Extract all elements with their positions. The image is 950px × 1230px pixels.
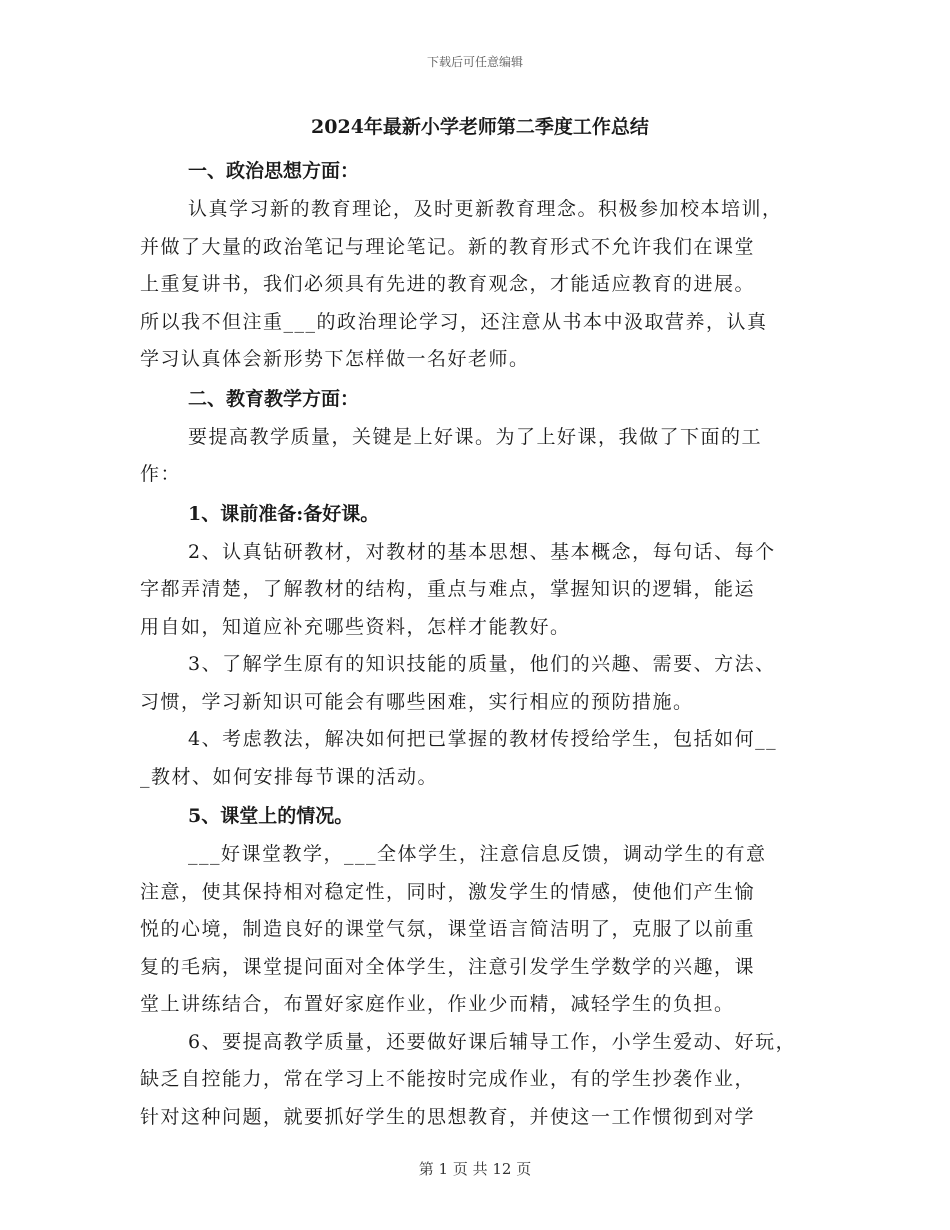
paragraph bbox=[140, 1024, 820, 1137]
paragraph bbox=[140, 191, 820, 379]
section-heading-teaching: 二、教育教学方面： bbox=[188, 387, 360, 410]
text-line: 并做了大量的政治笔记与理论笔记。新的教育形式不允许我们在课堂 bbox=[140, 235, 756, 258]
text-line: ___好课堂教学，___全体学生，注意信息反馈，调动学生的有意 bbox=[188, 843, 767, 865]
text-line: 上重复讲书，我们必须具有先进的教育观念，才能适应教育的进展。 bbox=[140, 273, 756, 295]
text-line: 复的毛病，课堂提问面对全体学生，注意引发学生学数学的兴趣，课 bbox=[140, 955, 756, 978]
paragraph bbox=[140, 721, 820, 796]
paragraph bbox=[140, 534, 820, 647]
text-line: 字都弄清楚，了解教材的结构，重点与难点，掌握知识的逻辑，能运 bbox=[140, 578, 756, 600]
text-line: 要提高教学质量，关键是上好课。为了上好课，我做了下面的工 bbox=[188, 425, 763, 448]
text-line: 悦的心境，制造良好的课堂气氛，课堂语言简洁明了，克服了以前重 bbox=[140, 918, 756, 940]
text-line: 所以我不但注重___的政治理论学习，还注意从书本中汲取营养，认真 bbox=[140, 310, 768, 333]
page-number: 第 1 页 共 12 页 bbox=[418, 1160, 532, 1178]
text-line: 认真学习新的教育理论，及时更新教育理念。积极参加校本培训， bbox=[188, 198, 783, 220]
text-line: 4、考虑教法，解决如何把已掌握的教材传授给学生，包括如何__ bbox=[188, 728, 778, 750]
text-line: 习惯，学习新知识可能会有哪些困难，实行相应的预防措施。 bbox=[140, 690, 694, 713]
text-line: 2、认真钻研教材，对教材的基本思想、基本概念，每句话、每个 bbox=[188, 540, 776, 563]
document-title: 2024年最新小学老师第二季度工作总结 bbox=[311, 116, 649, 138]
text-line: 用自如，知道应补充哪些资料，怎样才能教好。 bbox=[140, 615, 571, 638]
section-heading-classroom: 5、课堂上的情况。 bbox=[188, 805, 354, 827]
section-heading-politics: 一、政治思想方面： bbox=[188, 160, 360, 182]
text-line: 学习认真体会新形势下怎样做一名好老师。 bbox=[140, 348, 530, 370]
document-body bbox=[140, 110, 820, 1136]
paragraph bbox=[140, 836, 820, 1024]
text-line: 注意，使其保持相对稳定性，同时，激发学生的情感，使他们产生愉 bbox=[140, 880, 756, 903]
text-line: 作： bbox=[140, 463, 182, 485]
paragraph bbox=[140, 419, 820, 494]
header-note: 下载后可任意编辑 bbox=[426, 55, 523, 69]
section-heading-preparation: 1、课前准备:备好课。 bbox=[188, 502, 380, 525]
paragraph bbox=[140, 646, 820, 721]
text-line: 3、了解学生原有的知识技能的质量，他们的兴趣、需要、方法、 bbox=[188, 653, 776, 675]
text-line: 针对这种问题，就要抓好学生的思想教育，并使这一工作惯彻到对学 bbox=[140, 1105, 756, 1128]
text-line: 缺乏自控能力，常在学习上不能按时完成作业，有的学生抄袭作业， bbox=[140, 1068, 756, 1090]
text-line: 堂上讲练结合，布置好家庭作业，作业少而精，减轻学生的负担。 bbox=[140, 993, 735, 1015]
text-line: _教材、如何安排每节课的活动。 bbox=[140, 765, 439, 788]
text-line: 6、要提高教学质量，还要做好课后辅导工作，小学生爱动、好玩， bbox=[188, 1030, 797, 1053]
